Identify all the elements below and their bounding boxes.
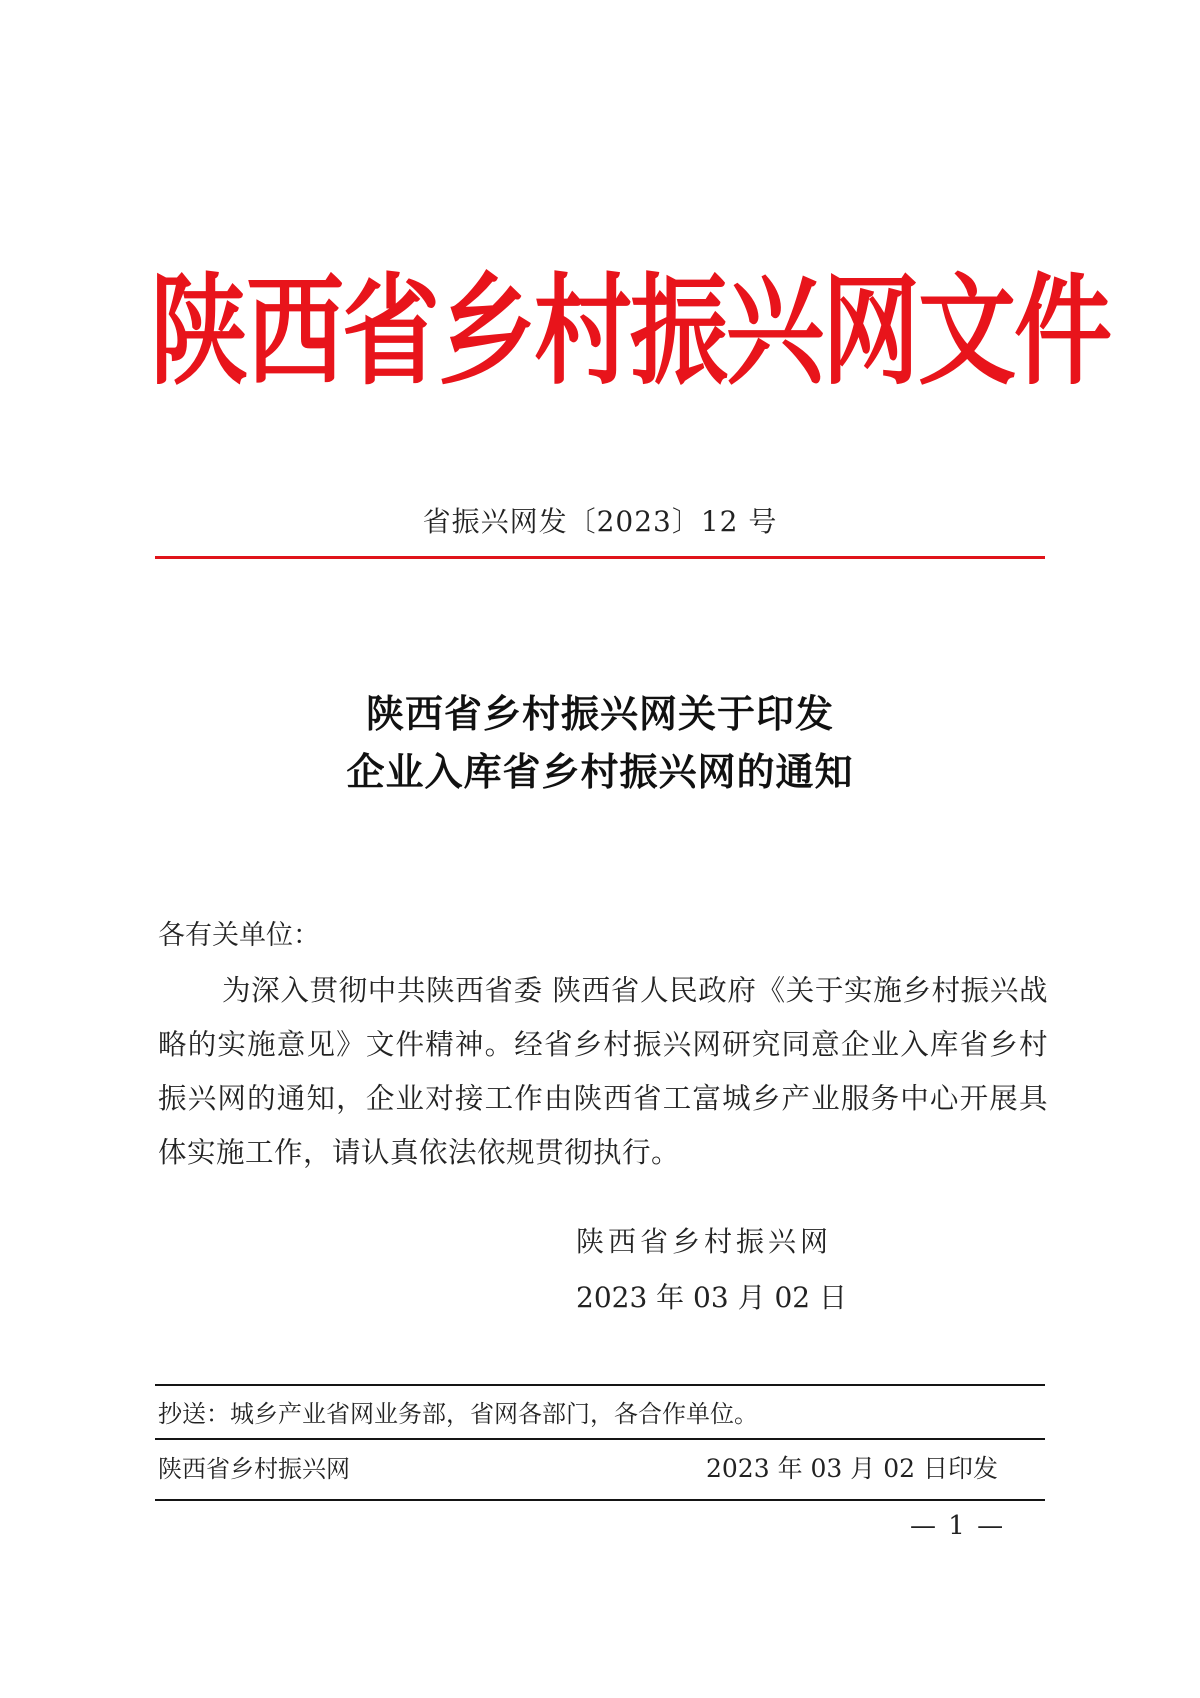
- footer-divider-bottom: [155, 1499, 1045, 1501]
- body-paragraph: 为深入贯彻中共陕西省委 陕西省人民政府《关于实施乡村振兴战略的实施意见》文件精神。经省乡村振兴网研究同意企业入库省乡村振兴网的通知，企业对接工作由陕西省工富城乡产业服务中心开展具体实施工作，请认真依法依规贯彻执行。: [158, 974, 1048, 1169]
- page-number: — 1 —: [910, 1511, 1006, 1541]
- footer-issue-date: 2023 年 03 月 02 日印发: [706, 1454, 998, 1483]
- document-number: 省振兴网发〔2023〕12 号: [422, 505, 778, 538]
- footer-divider-top: [155, 1384, 1045, 1386]
- document-title-line-1: 陕西省乡村振兴网关于印发: [365, 692, 834, 736]
- salutation: 各有关单位：: [158, 920, 320, 951]
- document-title-line-2: 企业入库省乡村振兴网的通知: [346, 750, 854, 794]
- footer-issuer: 陕西省乡村振兴网: [158, 1455, 350, 1483]
- signature-date: 2023 年 03 月 02 日: [576, 1281, 848, 1314]
- cc-line: 抄送：城乡产业省网业务部，省网各部门，各合作单位。: [158, 1400, 758, 1428]
- signature-organization: 陕西省乡村振兴网: [576, 1225, 833, 1258]
- masthead-title: 陕西省乡村振兴网文件: [150, 262, 1111, 402]
- red-divider: [155, 556, 1045, 559]
- footer-divider-middle: [155, 1438, 1045, 1440]
